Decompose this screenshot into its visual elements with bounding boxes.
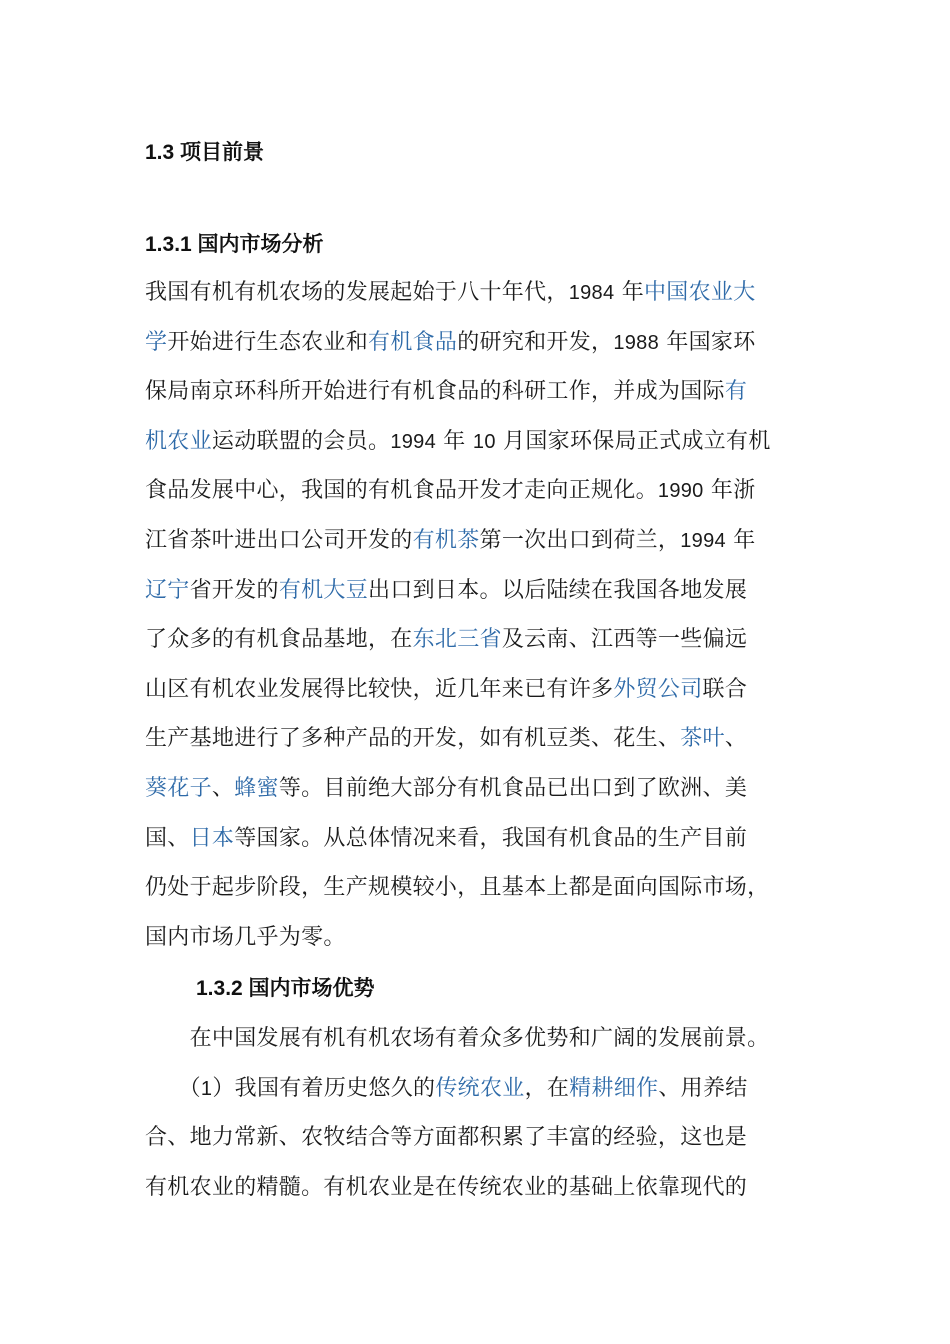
paragraph-market-analysis bbox=[145, 268, 815, 962]
text-run: 年浙 bbox=[703, 478, 756, 504]
hyperlink[interactable]: 辽宁 bbox=[145, 577, 190, 603]
text-run: 出口到日本。以后陆续在我国各地发展 bbox=[368, 577, 748, 603]
text-run: 1984 bbox=[568, 282, 615, 304]
text-line bbox=[145, 466, 815, 516]
section-heading: 1.3 项目前景 bbox=[145, 141, 265, 164]
paragraph-market-advantages bbox=[145, 1014, 815, 1212]
text-run: 合、地力常新、农牧结合等方面都积累了丰富的经验，这也是 bbox=[145, 1125, 748, 1151]
hyperlink[interactable]: 有 bbox=[724, 379, 748, 405]
text-run: 省开发的 bbox=[189, 577, 279, 603]
text-run: 等。目前绝大部分有机食品已出口到了欧洲、美 bbox=[278, 775, 748, 801]
text-line bbox=[145, 665, 815, 715]
text-run: 开始进行生态农业和 bbox=[167, 329, 369, 355]
hyperlink[interactable]: 葵花子 bbox=[145, 775, 212, 801]
text-run: 第一次出口到荷兰， bbox=[479, 527, 681, 553]
text-line bbox=[145, 764, 815, 814]
text-run: ）我国有着历史悠久的 bbox=[212, 1075, 436, 1101]
text-run: 10 bbox=[472, 430, 496, 453]
text-run: 我国有机有机农场的发展起始于八十年代， bbox=[145, 280, 569, 305]
text-run: 运动联盟的会员。 bbox=[211, 428, 391, 454]
hyperlink[interactable]: 外贸公司 bbox=[613, 676, 703, 702]
text-line bbox=[145, 417, 815, 467]
text-line bbox=[145, 566, 815, 616]
text-run: 、 bbox=[724, 726, 748, 752]
text-run: 在中国发展有机有机农场有着众多优势和广阔的发展前景。 bbox=[145, 1026, 770, 1051]
text-line bbox=[145, 1113, 815, 1163]
hyperlink[interactable]: 有机大豆 bbox=[278, 577, 369, 603]
text-run: 1 bbox=[200, 1077, 213, 1100]
text-line bbox=[145, 1163, 815, 1213]
text-run: 生产基地进行了多种产品的开发，如有机豆类、花生、 bbox=[145, 726, 681, 752]
hyperlink[interactable]: 有机茶 bbox=[412, 527, 480, 553]
text-run: 江省茶叶进出口公司开发的 bbox=[145, 527, 413, 553]
text-line bbox=[145, 615, 815, 665]
hyperlink[interactable]: 日本 bbox=[189, 825, 235, 851]
text-run: 年国家环 bbox=[659, 329, 756, 355]
text-run: 等国家。从总体情况来看，我国有机食品的生产目前 bbox=[234, 825, 748, 851]
hyperlink[interactable]: 蜂蜜 bbox=[234, 775, 279, 801]
text-run: 保局南京环科所开始进行有机食品的科研工作，并成为国际 bbox=[145, 379, 725, 405]
text-run: 的研究和开发， bbox=[457, 329, 614, 355]
text-run: 1994 bbox=[680, 529, 726, 552]
hyperlink[interactable]: 东北三省 bbox=[412, 627, 502, 653]
text-line bbox=[145, 1014, 815, 1064]
text-line bbox=[145, 913, 815, 963]
text-line bbox=[145, 714, 815, 764]
subsection-heading-domestic-market-advantages: 1.3.2 国内市场优势 bbox=[196, 977, 375, 1000]
text-line bbox=[145, 516, 815, 566]
text-line bbox=[145, 814, 815, 864]
text-run: 年 bbox=[614, 280, 644, 305]
text-run: 月国家环保局正式成立有机 bbox=[495, 428, 771, 454]
hyperlink[interactable]: 学 bbox=[145, 329, 168, 355]
text-run: （ bbox=[145, 1075, 201, 1101]
text-line bbox=[145, 268, 815, 318]
text-run: 国、 bbox=[145, 825, 190, 851]
text-run: 1994 bbox=[390, 430, 437, 453]
text-line bbox=[145, 1064, 815, 1114]
text-run: 山区有机农业发展得比较快，近几年来已有许多 bbox=[145, 676, 614, 702]
hyperlink[interactable]: 传统农业 bbox=[435, 1075, 525, 1101]
hyperlink[interactable]: 精耕细作 bbox=[569, 1075, 659, 1101]
subsection-heading-domestic-market-analysis: 1.3.1 国内市场分析 bbox=[145, 233, 324, 256]
text-run: 及云南、江西等一些偏远 bbox=[501, 627, 748, 653]
text-run: 年 bbox=[725, 527, 756, 553]
text-run: 、 bbox=[211, 775, 235, 801]
text-run: 食品发展中心，我国的有机食品开发才走向正规化。 bbox=[145, 478, 658, 504]
text-run: 联合 bbox=[702, 676, 748, 702]
text-run: 国内市场几乎为零。 bbox=[145, 924, 346, 950]
hyperlink[interactable]: 机农业 bbox=[145, 428, 212, 454]
text-run: ，在 bbox=[524, 1075, 570, 1101]
hyperlink[interactable]: 有机食品 bbox=[368, 329, 458, 355]
text-line bbox=[145, 367, 815, 417]
text-run: 1990 bbox=[657, 480, 704, 503]
text-run: 1988 bbox=[613, 331, 660, 354]
hyperlink[interactable]: 茶叶 bbox=[680, 726, 725, 752]
text-run: 、用养结 bbox=[658, 1075, 748, 1101]
text-line bbox=[145, 318, 815, 368]
text-line bbox=[145, 863, 815, 913]
text-run: 了众多的有机食品基地，在 bbox=[145, 627, 413, 653]
text-run: 有机农业的精髓。有机农业是在传统农业的基础上依靠现代的 bbox=[145, 1174, 748, 1200]
text-run: 仍处于起步阶段，生产规模较小，且基本上都是面向国际市场， bbox=[145, 875, 770, 901]
text-run: 年 bbox=[436, 428, 473, 454]
hyperlink[interactable]: 中国农业大 bbox=[644, 280, 756, 305]
